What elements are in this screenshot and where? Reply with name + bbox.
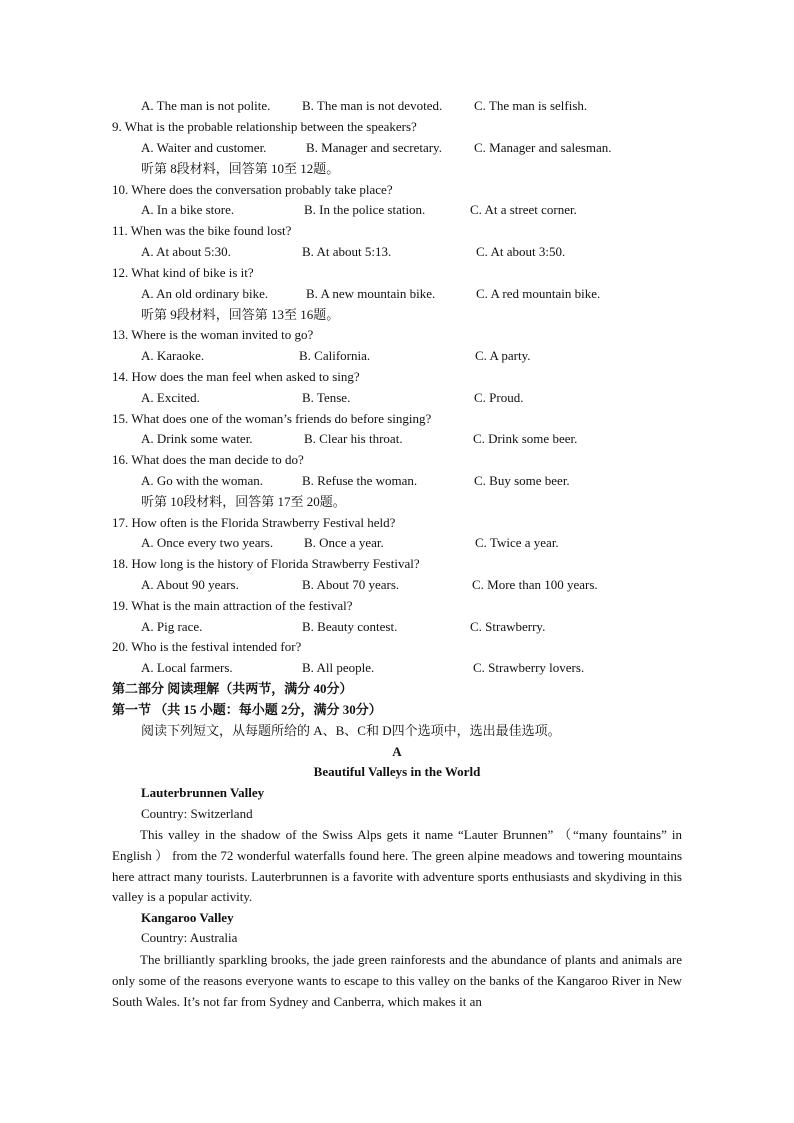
q13-option-b: B. California. [299,348,371,363]
q14-option-c: C. Proud. [474,390,524,405]
q8-option-c: C. The man is selfish. [474,98,588,113]
q17-option-c: C. Twice a year. [475,535,559,550]
question-18: 18. How long is the history of Florida Strawberry Festival? [112,556,420,571]
q14-option-b: B. Tense. [302,390,351,405]
question-19: 19. What is the main attraction of the festival? [112,598,353,613]
part2-heading: 第二部分 阅读理解（共两节，满分 40分） [112,681,353,696]
q10-option-a: A. In a bike store. [141,202,235,217]
q8-option-b: B. The man is not devoted. [302,98,443,113]
q9-option-b: B. Manager and secretary. [306,140,442,155]
passage-title: Beautiful Valleys in the World [313,764,481,779]
valley2-paragraph [112,950,682,1012]
q15-option-a: A. Drink some water. [141,431,253,446]
passage-letter: A [392,744,402,759]
question-9: 9. What is the probable relationship between the speakers? [112,119,417,134]
q17-option-b: B. Once a year. [304,535,384,550]
q19-option-b: B. Beauty contest. [302,619,398,634]
q10-option-c: C. At a street corner. [470,202,577,217]
q15-option-c: C. Drink some beer. [473,431,578,446]
q12-option-b: B. A new mountain bike. [306,286,436,301]
valley1-text: This valley in the shadow of the Swiss Alps gets it name “Lauter Brunnen” （“many fountains” in English ） from the 72 wonderful waterfalls found here. The green alpine meadows and towering mountains here attract many tourists. Lauterbrunnen is a favorite with adventure sports enthusiasts and skydiving in this valley is a popular activity. [112,827,682,905]
q9-option-a: A. Waiter and customer. [141,140,267,155]
q14-option-a: A. Excited. [141,390,200,405]
material-8-instruction: 听第 8段材料，回答第 10至 12题。 [141,161,340,176]
question-20: 20. Who is the festival intended for? [112,639,302,654]
material-9-instruction: 听第 9段材料，回答第 13至 16题。 [141,307,340,322]
q12-option-a: A. An old ordinary bike. [141,286,269,301]
q17-option-a: A. Once every two years. [141,535,274,550]
question-10: 10. Where does the conversation probably take place? [112,182,393,197]
q11-option-b: B. At about 5:13. [302,244,392,259]
q20-option-a: A. Local farmers. [141,660,233,675]
q13-option-c: C. A party. [475,348,531,363]
question-17: 17. How often is the Florida Strawberry Festival held? [112,515,396,530]
question-14: 14. How does the man feel when asked to sing? [112,369,360,384]
q19-option-a: A. Pig race. [141,619,203,634]
q15-option-b: B. Clear his throat. [304,431,403,446]
q13-option-a: A. Karaoke. [141,348,205,363]
q18-option-b: B. About 70 years. [302,577,400,592]
question-11: 11. When was the bike found lost? [112,223,292,238]
valley2-text: The brilliantly sparkling brooks, the jade green rainforests and the abundance of plants and animals are only some of the reasons everyone wants to escape to this valley on the banks of the Kangaroo River in New South Wales. It’s not far from Sydney and Canberra, which makes it an [112,952,682,1009]
q20-option-b: B. All people. [302,660,375,675]
q18-option-c: C. More than 100 years. [472,577,598,592]
q16-option-b: B. Refuse the woman. [302,473,418,488]
valley1-paragraph [112,825,682,908]
q10-option-b: B. In the police station. [304,202,426,217]
material-10-instruction: 听第 10段材料，回答第 17至 20题。 [141,494,346,509]
valley2-name: Kangaroo Valley [141,910,234,925]
question-13: 13. Where is the woman invited to go? [112,327,314,342]
valley1-country: Country: Switzerland [141,806,253,821]
q16-option-a: A. Go with the woman. [141,473,264,488]
q11-option-c: C. At about 3:50. [476,244,566,259]
q20-option-c: C. Strawberry lovers. [473,660,585,675]
q12-option-c: C. A red mountain bike. [476,286,601,301]
q8-option-a: A. The man is not polite. [141,98,271,113]
q11-option-a: A. At about 5:30. [141,244,231,259]
q19-option-c: C. Strawberry. [470,619,546,634]
q9-option-c: C. Manager and salesman. [474,140,612,155]
valley1-name: Lauterbrunnen Valley [141,785,265,800]
reading-directions: 阅读下列短文，从每题所给的 A、B、C和 D四个选项中，选出最佳选项。 [141,723,561,738]
q16-option-c: C. Buy some beer. [474,473,570,488]
question-16: 16. What does the man decide to do? [112,452,304,467]
question-12: 12. What kind of bike is it? [112,265,254,280]
q18-option-a: A. About 90 years. [141,577,239,592]
section1-heading: 第一节 （共 15 小题：每小题 2分，满分 30分） [112,702,382,717]
question-15: 15. What does one of the woman’s friends do before singing? [112,411,432,426]
valley2-country: Country: Australia [141,930,238,945]
